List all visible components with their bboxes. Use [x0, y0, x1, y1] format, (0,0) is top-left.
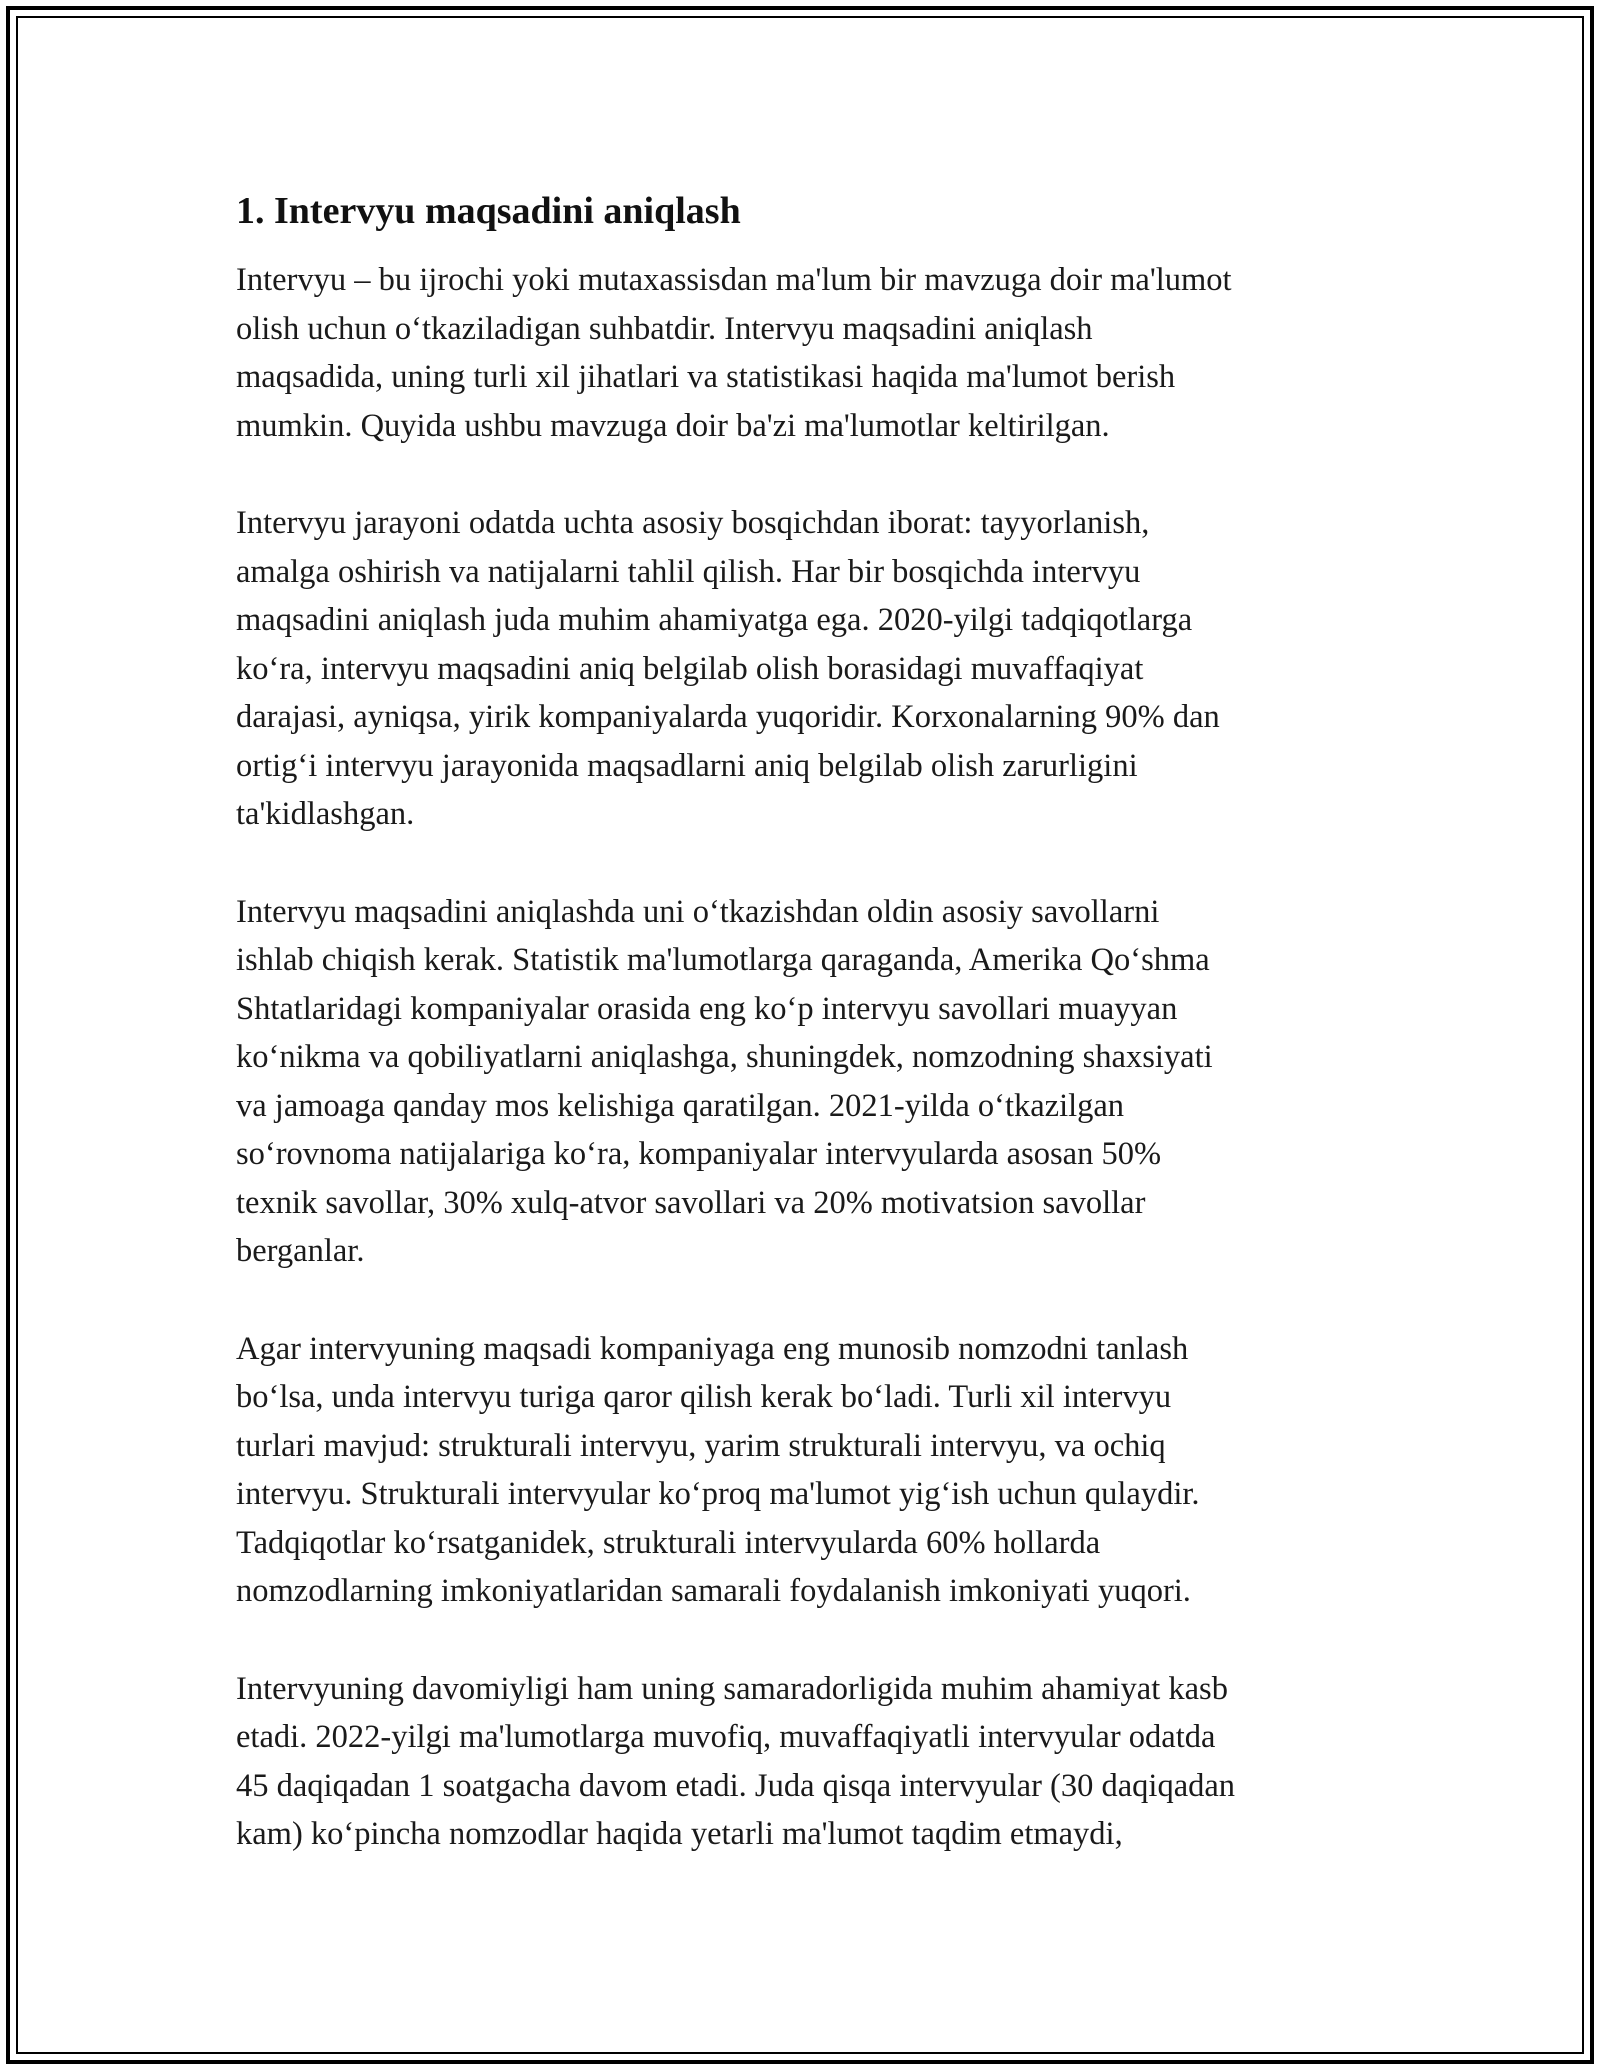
paragraph-questions: Intervyu maqsadini aniqlashda uni o‘tkazishdan oldin asosiy savollarni ishlab chiqish kerak. Statistik ma'lumotlarga qaraganda, Amerika Qo‘shma Shtatlaridagi kompaniyalar orasida eng ko‘p intervyu savollari muayyan ko‘nikma va qobiliyatlarni aniqlashga, shuningdek, nomzodning shaxsiyati va jamoaga qanday mos kelishiga qaratilgan. 2021-yilda o‘tkazilgan so‘rovnoma natijalariga ko‘ra, kompaniyalar intervyularda asosan 50% texnik savollar, 30% xulq-atvor savollari va 20% motivatsion savollar berganlar. [236, 893, 1213, 1269]
paragraph-types: Agar intervyuning maqsadi kompaniyaga eng munosib nomzodni tanlash bo‘lsa, unda intervyu turiga qaror qilish kerak bo‘ladi. Turli xil intervyu turlari mavjud: strukturali intervyu, yarim strukturali intervyu, va ochiq intervyu. Strukturali intervyular ko‘proq ma'lumot yig‘ish uchun qulaydir. Tadqiqotlar ko‘rsatganidek, strukturali intervyularda 60% hollarda nomzodlarning imkoniyatlaridan samarali foydalanish imkoniyati yuqori. [236, 1330, 1200, 1609]
document-body [236, 186, 1376, 1908]
section-heading: 1. Intervyu maqsadini aniqlash [236, 190, 741, 232]
paragraph-duration: Intervyuning davomiyligi ham uning samaradorligida muhim ahamiyat kasb etadi. 2022-yilgi ma'lumotlarga muvofiq, muvaffaqiyatli intervyular odatda 45 daqiqadan 1 soatgacha davom etadi. Juda qisqa intervyular (30 daqiqadan kam) ko‘pincha nomzodlar haqida yetarli ma'lumot taqdim etmaydi, [236, 1670, 1236, 1852]
paragraph-process: Intervyu jarayoni odatda uchta asosiy bosqichdan iborat: tayyorlanish, amalga oshirish va natijalarni tahlil qilish. Har bir bosqichda intervyu maqsadini aniqlash juda muhim ahamiyatga ega. 2020-yilgi tadqiqotlarga ko‘ra, intervyu maqsadini aniq belgilab olish borasidagi muvaffaqiyat darajasi, ayniqsa, yirik kompaniyalarda yuqoridir. Korxonalarning 90% dan ortig‘i intervyu jarayonida maqsadlarni aniq belgilab olish zarurligini ta'kidlashgan. [236, 505, 1220, 832]
paragraph-intro: Intervyu – bu ijrochi yoki mutaxassisdan ma'lum bir mavzuga doir ma'lumot olish uchun o‘tkaziladigan suhbatdir. Intervyu maqsadini aniqlash maqsadida, uning turli xil jihatlari va statistikasi haqida ma'lumot berish mumkin. Quyida ushbu mavzuga doir ba'zi ma'lumotlar keltirilgan. [236, 262, 1232, 444]
